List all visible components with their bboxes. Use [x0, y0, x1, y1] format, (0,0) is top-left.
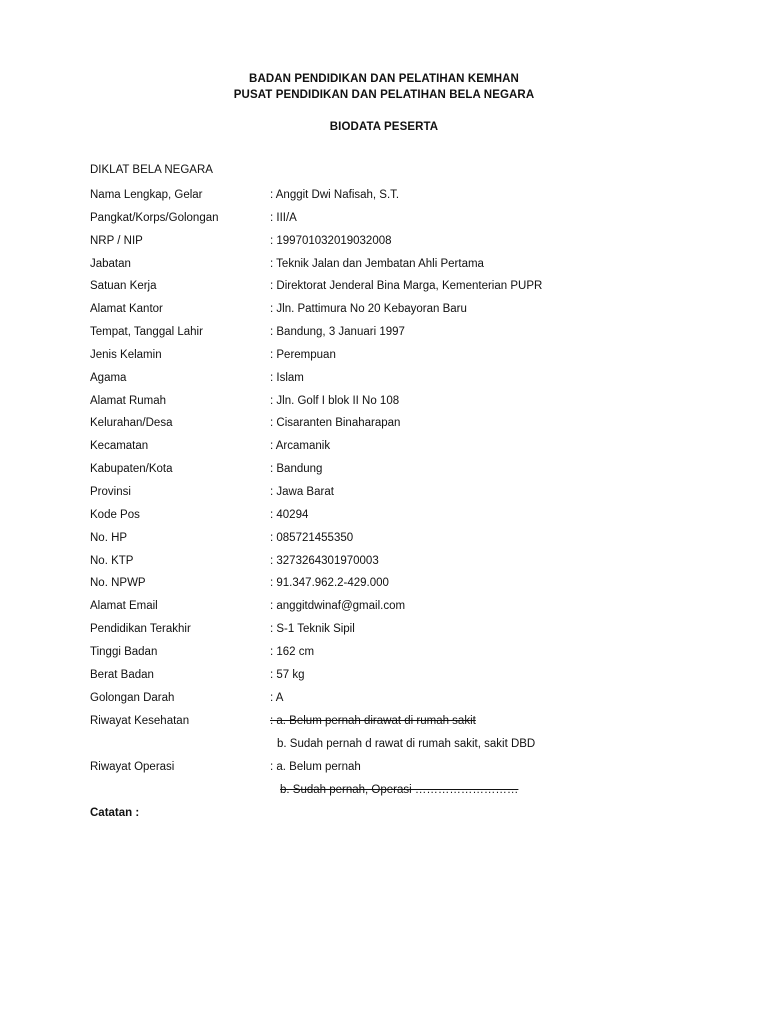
field-label: Jenis Kelamin: [90, 348, 162, 361]
field-row: [90, 210, 710, 233]
field-label: No. KTP: [90, 554, 134, 567]
field-value: : 199701032019032008: [270, 234, 392, 247]
field-label: No. HP: [90, 531, 128, 544]
header-institution: BADAN PENDIDIKAN DAN PELATIHAN KEMHAN: [249, 73, 519, 85]
field-row: [90, 621, 710, 644]
field-value: : Direktorat Jenderal Bina Marga, Kementerian PUPR: [270, 280, 543, 293]
field-row: [90, 393, 710, 416]
field-label: Nama Lengkap, Gelar: [90, 189, 203, 201]
field-label: Provinsi: [90, 485, 131, 498]
field-value: : 57 kg: [270, 668, 305, 681]
field-value: : Jln. Pattimura No 20 Kebayoran Baru: [270, 303, 467, 316]
field-label: NRP / NIP: [90, 234, 143, 247]
field-value: : Cisaranten Binaharapan: [270, 417, 401, 430]
field-value: : 3273264301970003: [270, 554, 379, 567]
field-label: Agama: [90, 371, 127, 384]
field-row: [90, 507, 710, 530]
field-label: Alamat Kantor: [90, 303, 163, 316]
field-value: : 91.347.962.2-429.000: [270, 577, 389, 590]
header-center: PUSAT PENDIDIKAN DAN PELATIHAN BELA NEGARA: [233, 89, 535, 101]
field-label: Alamat Rumah: [90, 394, 167, 407]
field-value: : A: [270, 691, 284, 704]
field-value: : Jln. Golf I blok II No 108: [270, 394, 400, 407]
field-value: : Islam: [270, 371, 304, 384]
field-row: [90, 575, 710, 598]
field-row: [90, 438, 710, 461]
field-value: : Jawa Barat: [270, 485, 334, 498]
operation-history-option-b: b. Sudah pernah, Operasi ………………………: [280, 784, 519, 796]
field-row: [90, 461, 710, 484]
field-label: Tinggi Badan: [90, 645, 158, 658]
field-label: Kabupaten/Kota: [90, 463, 173, 476]
field-label: Tempat, Tanggal Lahir: [90, 326, 203, 339]
field-row: [90, 553, 710, 576]
operation-history-option-a: : a. Belum pernah: [270, 761, 361, 773]
health-history-option-b: b. Sudah pernah d rawat di rumah sakit, sakit DBD: [277, 738, 536, 750]
field-row: [90, 233, 710, 256]
field-row: [90, 256, 710, 279]
health-history-option-a: : a. Belum pernah dirawat di rumah sakit: [270, 715, 476, 727]
field-row: [90, 644, 710, 667]
field-label: Berat Badan: [90, 668, 154, 681]
field-label: Pangkat/Korps/Golongan: [90, 211, 219, 224]
notes-label: Catatan :: [90, 807, 140, 819]
field-row: [90, 187, 710, 210]
field-value: : Bandung: [270, 463, 323, 476]
field-label: No. NPWP: [90, 577, 146, 590]
field-row: [90, 347, 710, 370]
field-row: [90, 324, 710, 347]
field-value: : Perempuan: [270, 348, 336, 361]
field-row: [90, 484, 710, 507]
field-value: : Anggit Dwi Nafisah, S.T.: [270, 189, 400, 201]
field-label: Jabatan: [90, 257, 131, 270]
field-value: : S-1 Teknik Sipil: [270, 623, 355, 636]
section-title: DIKLAT BELA NEGARA: [90, 164, 213, 176]
field-label: Kode Pos: [90, 508, 140, 521]
field-value: : 085721455350: [270, 531, 354, 544]
field-value: : Teknik Jalan dan Jembatan Ahli Pertama: [270, 257, 484, 270]
field-value: : 40294: [270, 508, 309, 521]
field-value: : anggitdwinaf@gmail.com: [270, 600, 406, 613]
field-row: [90, 370, 710, 393]
biodata-fields: [90, 187, 710, 712]
field-label: Kecamatan: [90, 440, 149, 453]
health-history-label: Riwayat Kesehatan: [90, 715, 190, 727]
field-label: Alamat Email: [90, 600, 158, 613]
field-label: Golongan Darah: [90, 691, 175, 704]
field-value: : 162 cm: [270, 645, 315, 658]
field-value: : III/A: [270, 211, 297, 224]
field-row: [90, 530, 710, 553]
operation-history-label: Riwayat Operasi: [90, 761, 175, 773]
field-row: [90, 301, 710, 324]
field-row: [90, 598, 710, 621]
field-label: Kelurahan/Desa: [90, 417, 173, 430]
field-value: : Arcamanik: [270, 440, 331, 453]
document-title: BIODATA PESERTA: [329, 121, 439, 133]
field-row: [90, 690, 710, 713]
field-label: Satuan Kerja: [90, 280, 157, 293]
field-value: : Bandung, 3 Januari 1997: [270, 326, 405, 339]
field-row: [90, 415, 710, 438]
field-row: [90, 667, 710, 690]
field-row: [90, 278, 710, 301]
field-label: Pendidikan Terakhir: [90, 623, 191, 636]
